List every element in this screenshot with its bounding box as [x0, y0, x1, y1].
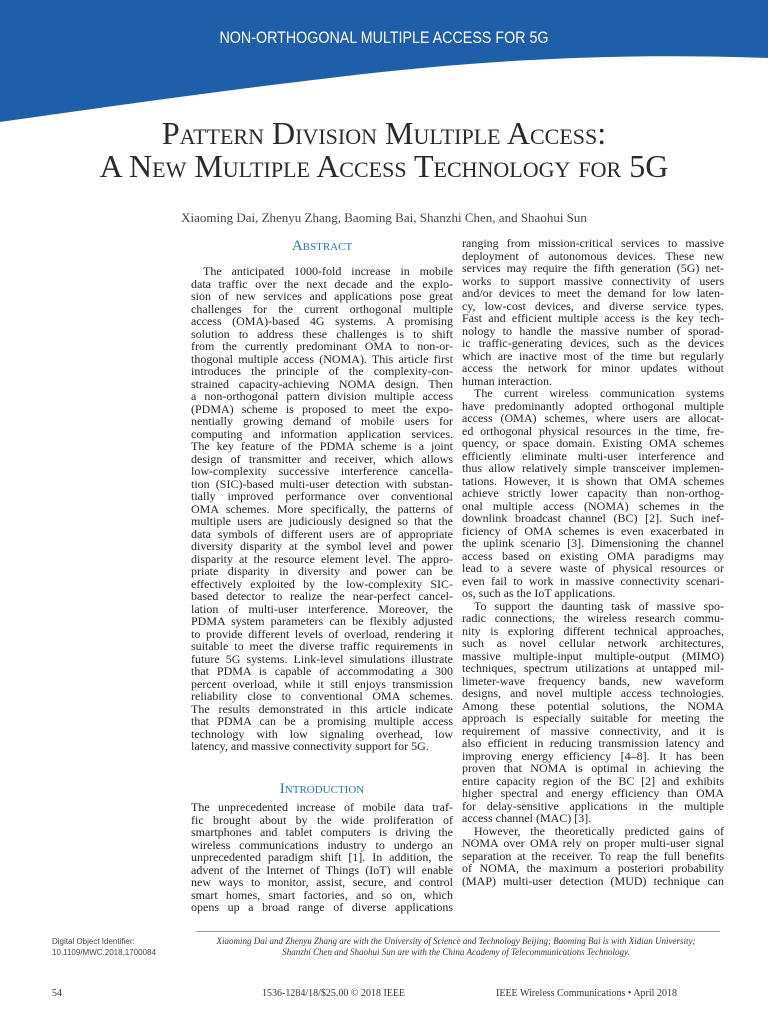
text-line: low-complexity successive interference cancella-: [191, 464, 453, 478]
text-line: nology to handle the massive number of sporad-: [462, 323, 724, 338]
footnote-rule: [196, 931, 720, 932]
text-line: wireless communications industry to undergo an: [191, 837, 453, 852]
text-line: that PDMA can be a promising multiple access: [191, 714, 453, 728]
text-line: achieve strictly lower capacity than non-orthog-: [462, 486, 724, 500]
text-line: The results demonstrated in this article indicate: [191, 701, 453, 716]
text-line: approach is especially suitable for meeting the: [462, 711, 724, 725]
introduction-heading: Introduction: [279, 781, 365, 797]
text-line: thogonal multiple access (NOMA). This article first: [191, 351, 453, 366]
text-line: data traffic over the next decade and the explo-: [191, 276, 453, 291]
text-line: access (OMA) schemes, where users are allocat-: [462, 411, 724, 425]
affiliation-line-2: Shanzhi Chen and Shaohui Sun are with the China Academy of Telecommunications Technology.: [282, 947, 630, 957]
text-line: designs, and novel multiple access technologies.: [462, 686, 724, 700]
text-line: future 5G systems. Link-level simulations illustrate: [191, 651, 453, 666]
text-line: smartphones and tablet computers is driving the: [191, 825, 453, 839]
text-line: also efficient in reducing transmission latency and: [462, 736, 724, 750]
text-line: based detector to realize the near-perfect cancel-: [191, 589, 453, 603]
text-line: ic traffic-generating devices, such as the devices: [462, 336, 724, 350]
text-line: os, such as the IoT applications.: [462, 586, 616, 600]
text-line: limeter-wave frequency bands, new waveform: [462, 673, 724, 688]
text-line: improving energy efficiency [4–8]. It has been: [462, 748, 724, 763]
text-line: challenges for the current orthogonal multiple: [191, 301, 453, 316]
text-line: disparity at the resource element level. The appro-: [191, 551, 453, 566]
text-line: sion of new services and applications pose great: [191, 289, 453, 303]
text-line: onal multiple access (NOMA) schemes in the: [462, 498, 724, 513]
text-line: proven that NOMA is optimal in achieving the: [462, 761, 724, 775]
text-line: technology with low signaling overhead, low: [191, 726, 453, 741]
text-line: Among these potential solutions, the NOMA: [462, 698, 724, 713]
text-line: advent of the Internet of Things (IoT) will enable: [191, 862, 453, 877]
text-line: radic connections, the wireless research commu-: [462, 611, 724, 625]
text-line: smart homes, smart factories, and so on, which: [191, 887, 453, 902]
text-line: higher spectral and energy efficiency than OMA: [462, 786, 724, 800]
banner-wave: [0, 0, 768, 122]
text-line: lead to a severe waste of physical resources or: [462, 561, 724, 575]
text-line: multiple users are judiciously designed so that the: [191, 514, 453, 528]
text-line: The unprecedented increase of mobile data traf-: [191, 800, 453, 814]
text-line: PDMA system parameters can be flexibly adjusted: [191, 614, 453, 628]
text-line: requirement of massive connectivity, and it is: [462, 723, 724, 738]
text-line: for delay-sensitive applications in the multiple: [462, 798, 724, 813]
text-line: reliability close to conventional OMA schemes.: [191, 689, 453, 703]
text-line: lation of multi-user interference. Moreover, the: [191, 601, 453, 616]
text-line: thus allow relatively simple transceiver implemen-: [462, 461, 724, 475]
text-line: The anticipated 1000-fold increase in mobile: [203, 264, 453, 278]
text-line: tially improved performance over conventional: [191, 489, 453, 503]
text-line: efficiently eliminate multi-user interference and: [462, 448, 724, 463]
doi-label: Digital Object Identifier:: [52, 937, 135, 946]
text-line: access based on existing OMA paradigms may: [462, 548, 724, 563]
text-line: downlink broadcast channel (BC) [2]. Such inef-: [462, 511, 724, 525]
text-line: Fast and efficient multiple access is the key tech-: [462, 311, 724, 325]
text-line: access the network for minor updates without: [462, 361, 724, 375]
text-line: ed orthogonal physical resources in the time, fre-: [462, 423, 724, 438]
text-line: techniques, spectrum utilizations at untapped mil-: [462, 661, 724, 675]
text-line: suitable to meet the diverse traffic requirements in: [191, 639, 453, 653]
text-line: effectively exploited by the low-complexity SIC-: [191, 576, 453, 591]
text-line: new ways to monitor, assist, secure, and control: [191, 875, 453, 889]
author-list: Xiaoming Dai, Zhenyu Zhang, Baoming Bai, Shanzhi Chen, and Shaohui Sun: [181, 210, 587, 225]
text-line: of NOMA, the maximum a posteriori probability: [462, 861, 724, 875]
text-line: from the currently predominant OMA to non-or-: [191, 339, 453, 353]
section-title: NON-ORTHOGONAL MULTIPLE ACCESS FOR 5G: [219, 28, 549, 47]
text-line: To support the daunting task of massive spo-: [474, 598, 724, 613]
text-line: opens up a broad range of diverse applications: [191, 900, 453, 914]
text-line: have predominantly adopted orthogonal multiple: [462, 398, 724, 413]
text-line: percent overload, while it still enjoys transmission: [191, 676, 453, 691]
text-line: design of transmitter and receiver, which allows: [191, 451, 453, 466]
text-line: nentially growing demand of mobile users for: [191, 414, 453, 428]
text-line: massive multiple-input multiple-output (MIMO): [462, 648, 724, 663]
text-line: tion (SIC)-based multi-user detection with substan-: [191, 476, 453, 491]
text-line: introduces the principle of the complexity-con-: [191, 364, 453, 378]
article-title-line-1: Pattern Division Multiple Access:: [161, 115, 607, 151]
text-line: diversity disparity at the symbol level and power: [191, 539, 453, 553]
page-number: 54: [52, 988, 62, 999]
text-line: the uplink scenario [3]. Dimensioning the channel: [462, 536, 724, 550]
affiliation-line-1: Xiaoming Dai and Zhenyu Zhang are with the University of Science and Technology Beijing; Baoming Bai is with Xidian University;: [216, 936, 696, 946]
text-line: a non-orthogonal pattern division multiple access: [191, 389, 453, 403]
text-line: deployment of autonomous devices. These new: [462, 248, 724, 263]
text-line: OMA schemes. More specifically, the patterns of: [191, 501, 453, 516]
issn-copyright: 1536-1284/18/$25.00 © 2018 IEEE: [262, 988, 406, 999]
text-line: quency, or space domain. Existing OMA schemes: [462, 436, 724, 450]
text-line: computing and information application services.: [191, 426, 453, 441]
text-line: access channel (MAC) [3].: [462, 811, 592, 825]
text-line: NOMA over OMA rely on proper multi-user signal: [462, 836, 724, 850]
text-line: data symbols of different users are of appropriate: [191, 526, 453, 541]
text-line: (PDMA) scheme is proposed to meet the expo-: [191, 401, 453, 416]
text-line: ranging from mission-critical services to massive: [462, 236, 724, 250]
article-title-line-2: A New Multiple Access Technology for 5G: [99, 148, 669, 184]
text-line: even fail to work in massive connectivity scenari-: [462, 573, 724, 588]
text-line: strained capacity-achieving NOMA design. Then: [191, 376, 453, 391]
abstract-heading: Abstract: [291, 238, 353, 254]
text-line: to provide different levels of overload, rendering it: [191, 626, 453, 641]
text-line: The current wireless communication systems: [474, 386, 724, 400]
text-line: services may require the fifth generation (5G) net-: [462, 261, 724, 275]
text-line: latency, and massive connectivity support for 5G.: [191, 739, 429, 753]
text-line: unprecedented paradigm shift [1]. In addition, the: [191, 850, 453, 864]
header-banner: [0, 0, 768, 125]
text-line: entire capacity region of the BC [2] and exhibits: [462, 773, 724, 788]
text-line: works to support massive connectivity of users: [462, 273, 724, 288]
text-line: access (OMA)-based 4G systems. A promising: [191, 314, 453, 328]
text-line: which are inactive most of the time but regularly: [462, 348, 724, 363]
text-line: However, the theoretically predicted gains of: [474, 823, 724, 838]
doi-value: 10.1109/MWC.2018.1700084: [52, 948, 156, 957]
text-line: human interaction.: [462, 373, 552, 388]
text-line: separation at the receiver. To reap the full benefits: [462, 848, 724, 863]
text-line: fic brought about by the wide proliferation of: [191, 812, 453, 827]
text-line: and/or devices to meet the demand for low laten-: [462, 286, 724, 300]
text-line: such as novel cellular network architectures,: [462, 636, 724, 650]
text-line: that PDMA is capable of accommodating a 300: [191, 664, 453, 678]
text-line: tations. However, it is shown that OMA schemes: [462, 473, 724, 488]
text-line: nity is exploring different technical approaches,: [462, 623, 724, 638]
text-line: The key feature of the PDMA scheme is a joint: [191, 439, 453, 453]
text-line: solution to address these challenges is to shift: [191, 326, 453, 341]
journal-issue: IEEE Wireless Communications • April 2018: [496, 988, 677, 999]
text-line: cy, low-cost devices, and diverse service types.: [462, 298, 724, 313]
text-line: ficiency of OMA schemes is even exacerbated in: [462, 523, 724, 538]
text-line: priate disparity in diversity and power can be: [191, 564, 453, 578]
text-line: (MAP) multi-user detection (MUD) technique can: [462, 873, 724, 888]
